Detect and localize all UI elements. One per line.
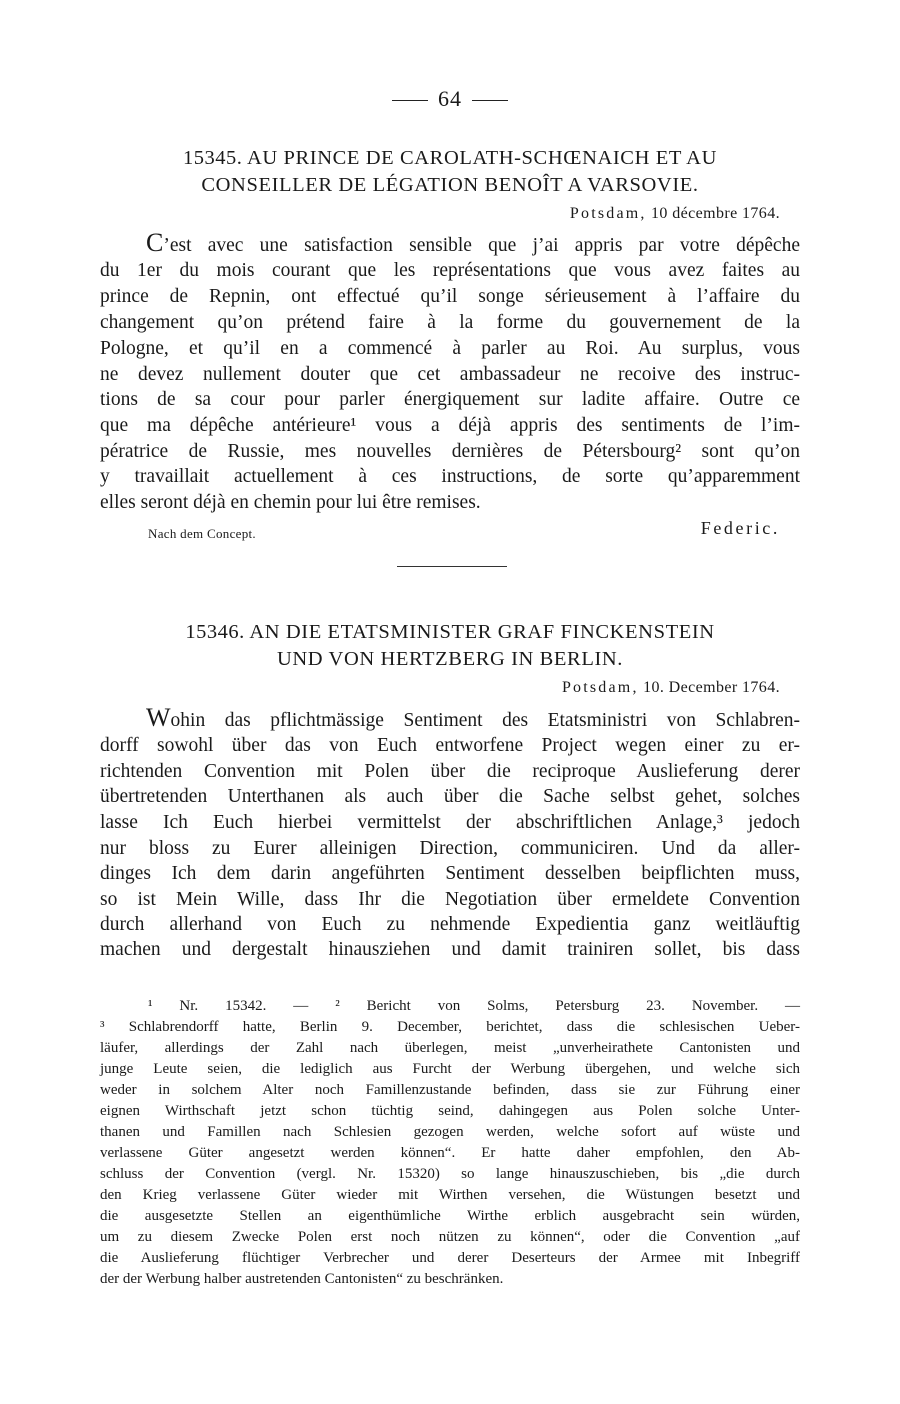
letter1-heading-text2: CONSEILLER DE LÉGATION BENOÎT A VARSOVIE. xyxy=(201,174,699,196)
footnote-text: der der Werbung halber austretenden Cantonisten“ zu beschränken. xyxy=(100,1271,504,1287)
letter2-line-4 xyxy=(100,784,800,810)
letter1-line-5 xyxy=(100,336,800,362)
letter1-line-7 xyxy=(100,387,800,413)
section-separator xyxy=(397,566,507,567)
dash-left xyxy=(392,100,428,101)
letter1-line-8 xyxy=(100,413,800,439)
footnote-text: schluss der Convention (vergl. Nr. 15320) so lange hinauszuschieben, bis „die durch xyxy=(100,1166,800,1182)
letter2-line-3 xyxy=(100,759,800,785)
letter1-heading-line1 xyxy=(100,145,800,172)
letter1-dropcap: C xyxy=(146,228,164,257)
footnote-line-8 xyxy=(100,1143,800,1164)
footnote-line-13 xyxy=(100,1248,800,1269)
footnote-line-9 xyxy=(100,1164,800,1185)
footnote-text: ³ Schlabrendorff hatte, Berlin 9. December, berichtet, dass die schlesischen Ueber- xyxy=(100,1019,800,1035)
letter1-line-9 xyxy=(100,439,800,465)
letter2-line-text: nur bloss zu Eurer alleinigen Direction, communiciren. Und da aller- xyxy=(100,838,800,859)
footnote-text: junge Leute seien, die lediglich aus Furcht der Werbung übergehen, und welche sich xyxy=(100,1061,800,1077)
letter2-line-5 xyxy=(100,810,800,836)
footnote-text: die ausgesetzte Stellen an eigenthümliche Wirthe erblich ausgebracht sein würden, xyxy=(100,1208,800,1224)
footnote-line-2 xyxy=(100,1017,800,1038)
letter1-signature: Federic. xyxy=(700,518,780,538)
letter2-line-text: dinges Ich dem darin angeführten Sentiment desselben beipflichten muss, xyxy=(100,863,800,884)
letter1-line-text: pératrice de Russie, mes nouvelles dernières de Pétersbourg² sont qu’on xyxy=(100,441,800,462)
letter1-dateline xyxy=(570,205,780,223)
letter1-line-3 xyxy=(100,284,800,310)
letter1-line-text: ne devez nullement douter que cet ambassadeur ne recoive des instruc- xyxy=(100,364,800,385)
letter1-line-2 xyxy=(100,258,800,284)
letter1-number: 15345. xyxy=(183,147,243,169)
letter2-line-text: lasse Ich Euch hierbei vermittelst der abschriftlichen Anlage,³ jedoch xyxy=(100,812,800,833)
letter2-line-text: richtenden Convention mit Polen über die reciproque Auslieferung derer xyxy=(100,761,800,782)
letter2-line-text: durch allerhand von Euch zu nehmende Expedientia ganz weitläuftig xyxy=(100,914,800,935)
letter2-heading-line2 xyxy=(100,646,800,673)
footnote-text: um zu diesem Zwecke Polen erst noch nützen zu können“, oder die Convention „auf xyxy=(100,1229,800,1245)
letter2-line-9 xyxy=(100,912,800,938)
footnote-text: thanen und Famillen nach Schlesien gezogen werden, welche sofort auf wüste und xyxy=(100,1124,800,1140)
letter2-line-6 xyxy=(100,836,800,862)
letter2-dropcap: W xyxy=(146,703,171,732)
footnote-line-1 xyxy=(148,996,800,1017)
dash-right xyxy=(472,100,508,101)
letter1-line-4 xyxy=(100,310,800,336)
letter2-heading-text1: AN DIE ETATSMINISTER GRAF FINCKENSTEIN xyxy=(249,621,715,643)
footnote-line-6 xyxy=(100,1101,800,1122)
footnote-text: läufer, allerdings der Zahl nach überlegen, meist „unverheirathete Cantonisten und xyxy=(100,1040,800,1056)
letter2-line-8 xyxy=(100,887,800,913)
letter2-date-place: Potsdam, xyxy=(561,679,639,696)
letter1-line-text: ’est avec une satisfaction sensible que j’ai appris par votre dépêche xyxy=(163,235,800,256)
letter1-line-1 xyxy=(146,230,800,259)
footnote-line-12 xyxy=(100,1227,800,1248)
footnote-text: die Auslieferung flüchtiger Verbrecher und derer Deserteurs der Armee mit Inbegriff xyxy=(100,1250,800,1266)
page-number-text: 64 xyxy=(438,86,462,111)
letter1-heading-text1: AU PRINCE DE CAROLATH-SCHŒNAICH ET AU xyxy=(246,147,717,169)
letter1-line-text: que ma dépêche antérieure¹ vous a déjà appris des sentiments de l’im- xyxy=(100,415,800,436)
letter2-dateline xyxy=(562,679,780,697)
letter2-line-10 xyxy=(100,937,800,963)
letter2-number: 15346. xyxy=(185,621,245,643)
letter1-line-text: prince de Repnin, ont effectué qu’il songe sérieusement à l’affaire du xyxy=(100,286,800,307)
letter2-line-text: ohin das pflichtmässige Sentiment des Etatsministri von Schlabren- xyxy=(170,710,800,731)
page-number xyxy=(0,86,900,112)
letter1-heading-line2 xyxy=(100,172,800,199)
footnote-line-11 xyxy=(100,1206,800,1227)
letter2-line-2 xyxy=(100,733,800,759)
footnote-line-3 xyxy=(100,1038,800,1059)
footnote-line-14 xyxy=(100,1269,800,1290)
letter2-heading-text2: UND VON HERTZBERG IN BERLIN. xyxy=(276,648,624,670)
footnote-text: den Krieg verlassene Güter wieder mit Wirthen versehen, die Wüstungen besetzt und xyxy=(100,1187,800,1203)
footnote-text: weder in solchem Alter noch Famillenzustande befinden, dass sie zur Führung einer xyxy=(100,1082,800,1098)
footnote-text: eignen Wirthschaft jetzt schon tüchtig seind, dahingegen aus Polen solche Unter- xyxy=(100,1103,800,1119)
footnote-text: verlassene Güter angesetzt werden können“. Er hatte daher empfohlen, den Ab- xyxy=(100,1145,800,1161)
letter1-line-text: elles seront déjà en chemin pour lui être remises. xyxy=(100,492,481,513)
letter1-line-6 xyxy=(100,362,800,388)
letter2-line-7 xyxy=(100,861,800,887)
footnote-line-4 xyxy=(100,1059,800,1080)
letter1-date-place: Potsdam, xyxy=(569,205,647,222)
footnote-line-10 xyxy=(100,1185,800,1206)
letter2-line-text: übertretenden Unterthanen als auch über die Sache selbst gehet, solches xyxy=(100,786,800,807)
letter2-heading-line1 xyxy=(100,619,800,646)
letter1-line-11 xyxy=(100,490,800,516)
footnote-line-7 xyxy=(100,1122,800,1143)
letter1-line-10 xyxy=(100,464,800,490)
letter2-line-1 xyxy=(146,705,800,734)
letter1-line-text: changement qu’on prétend faire à la forme du gouvernement de la xyxy=(100,312,800,333)
footnote-text: ¹ Nr. 15342. — ² Bericht von Solms, Petersburg 23. November. — xyxy=(148,998,800,1014)
footnote-line-5 xyxy=(100,1080,800,1101)
letter2-line-text: so ist Mein Wille, dass Ihr die Negotiation über ermeldete Convention xyxy=(100,889,800,910)
letter1-source-note: Nach dem Concept. xyxy=(148,526,256,541)
letter1-line-text: du 1er du mois courant que les représentations que vous avez faites au xyxy=(100,260,800,281)
letter1-line-text: Pologne, et qu’il en a commencé à parler au Roi. Au surplus, vous xyxy=(100,338,800,359)
letter1-date: 10 décembre 1764. xyxy=(651,205,780,222)
letter2-date: 10. December 1764. xyxy=(643,679,780,696)
letter1-line-text: tions de sa cour pour parler énergiquement sur ladite affaire. Outre ce xyxy=(100,389,800,410)
letter1-line-text: y travaillait actuellement à ces instructions, de sorte qu’apparemment xyxy=(100,466,800,487)
letter2-line-text: dorff sowohl über das von Euch entworfene Project wegen einer zu er- xyxy=(100,735,800,756)
letter2-line-text: machen und dergestalt hinausziehen und damit trainiren sollet, bis dass xyxy=(100,939,800,960)
